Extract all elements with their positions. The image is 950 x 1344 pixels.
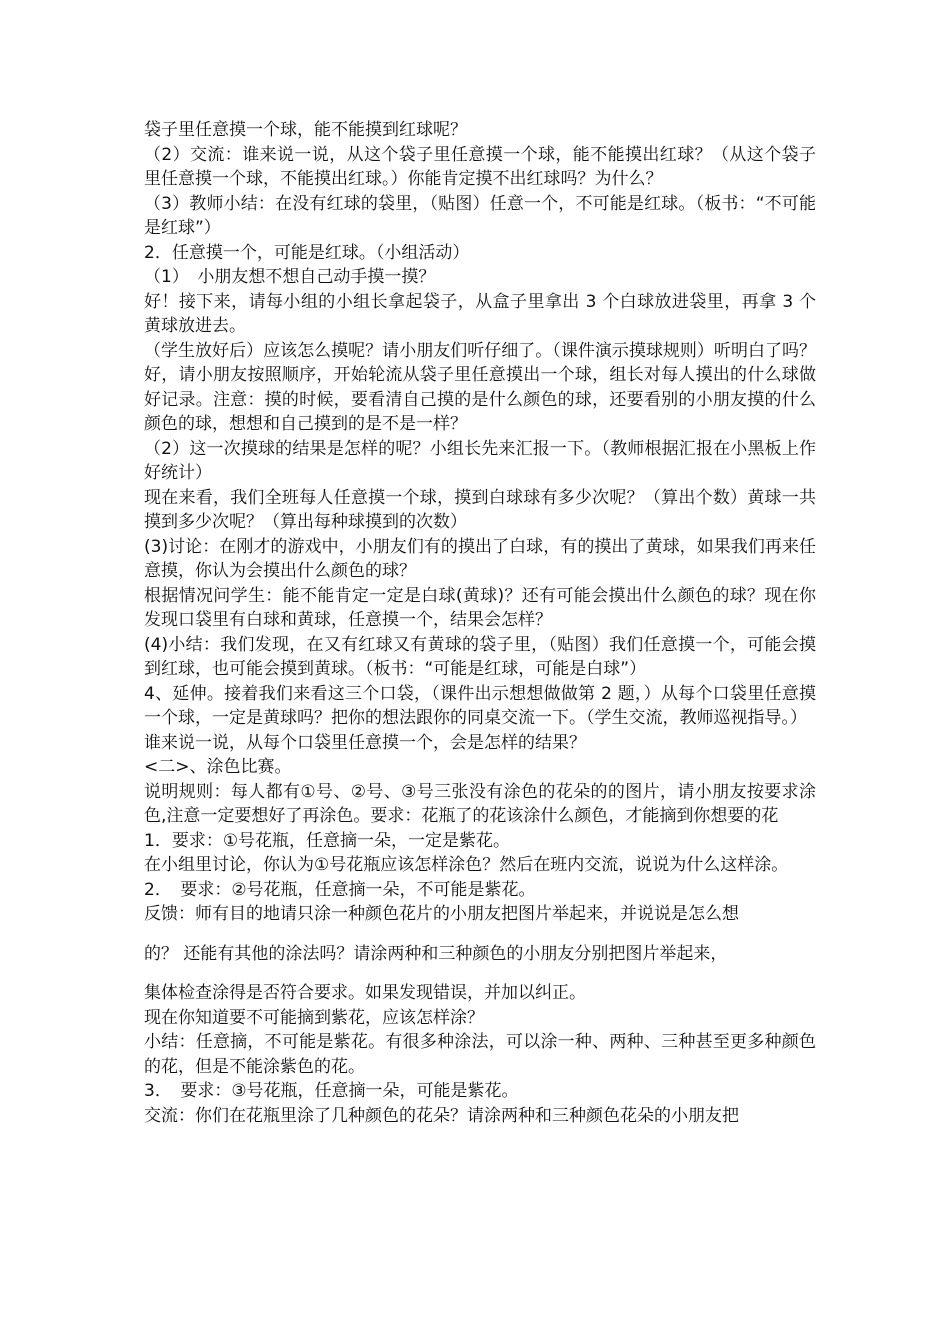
paragraph: （3）教师小结：在没有红球的袋里，（贴图）任意一个，不可能是红球。（板书：“不可能是红球”） [144,193,816,238]
paragraph: 小结：任意摘，不可能是紫花。有很多种涂法，可以涂一种、两种、三种甚至更多种颜色的花，但是不能涂紫色的花。 [144,1032,816,1077]
paragraph: 交流：你们在花瓶里涂了几种颜色的花朵？请涂两种和三种颜色花朵的小朋友把 [144,1105,739,1126]
paragraph: （2）交流：谁来说一说，从这个袋子里任意摸一个球，能不能摸出红球？（从这个袋子里任意摸一个球，不能摸出红球。）你能肯定摸不出红球吗？为什么？ [144,144,816,189]
paragraph: (4)小结：我们发现，在又有红球又有黄球的袋子里，（贴图）我们任意摸一个，可能会摸到红球，也可能会摸到黄球。（板书：“可能是红球，可能是白球”） [144,634,816,679]
paragraph: 反馈：师有目的地请只涂一种颜色花片的小朋友把图片举起来，并说说是怎么想 [144,904,739,924]
paragraph: 3． 要求：③号花瓶，任意摘一朵，可能是紫花。 [144,1081,519,1101]
paragraph: 谁来说一说，从每个口袋里任意摸一个，会是怎样的结果？ [144,732,586,753]
document-page [144,118,816,1128]
paragraph: 1．要求：①号花瓶，任意摘一朵，一定是紫花。 [144,830,511,851]
paragraph: 2． 要求：②号花瓶，任意摘一朵，不可能是紫花。 [144,879,536,900]
paragraph: 4、延伸。接着我们来看这三个口袋，（课件出示想想做做第 2 题，）从每个口袋里任意摸一个球，一定是黄球吗？把你的想法跟你的同桌交流一下。（学生交流，教师巡视指导。） [144,683,816,728]
paragraph: （2）这一次摸球的结果是怎样的呢？小组长先来汇报一下。（教师根据汇报在小黑板上作好统计） [144,438,816,483]
paragraph: 现在来看，我们全班每人任意摸一个球，摸到白球球有多少次呢？（算出个数）黄球一共摸到多少次呢？（算出每种球摸到的次数） [144,487,816,532]
heading-2: 2．任意摸一个，可能是红球。（小组活动） [144,242,470,263]
paragraph: 根据情况问学生：能不能肯定一定是白球(黄球)？还有可能会摸出什么颜色的球？现在你发现口袋里有白球和黄球，任意摸一个，结果会怎样？ [144,585,816,630]
paragraph: 说明规则：每人都有①号、②号、③号三张没有涂色的花朵的的图片，请小朋友按要求涂色,注意一定要想好了再涂色。要求：花瓶了的花该涂什么颜色，才能摘到你想要的花 [144,781,816,826]
paragraph: 在小组里讨论，你认为①号花瓶应该怎样涂色？然后在班内交流，说说为什么这样涂。 [144,855,789,875]
paragraph: (3)讨论：在刚才的游戏中，小朋友们有的摸出了白球，有的摸出了黄球，如果我们再来任意摸，你认为会摸出什么颜色的球？ [144,536,816,581]
paragraph: 的？ 还能有其他的涂法吗？请涂两种和三种颜色的小朋友分别把图片举起来， [144,943,728,964]
paragraph: （学生放好后）应该怎么摸呢？请小朋友们听仔细了。（课件演示摸球规则）听明白了吗？好，请小朋友按照顺序，开始轮流从袋子里任意摸出一个球，组长对每人摸出的什么球做好记录。注意：摸的时候，要看清自己摸的是什么颜色的球，还要看别的小朋友摸的什么颜色的球，想想和自己摸到的是不是一样？ [144,340,816,434]
paragraph: 袋子里任意摸一个球，能不能摸到红球呢？ [144,120,467,140]
paragraph: 集体检查涂得是否符合要求。如果发现错误，并加以纠正。 [144,983,586,1003]
section-heading: <二>、涂色比赛。 [144,757,292,777]
paragraph: （1） 小朋友想不想自己动手摸一摸？ [144,267,436,287]
paragraph: 好！接下来，请每小组的小组长拿起袋子，从盒子里拿出 3 个白球放进袋里，再拿 3 个黄球放进去。 [144,291,816,336]
paragraph: 现在你知道要不可能摘到紫花，应该怎样涂？ [144,1007,484,1028]
